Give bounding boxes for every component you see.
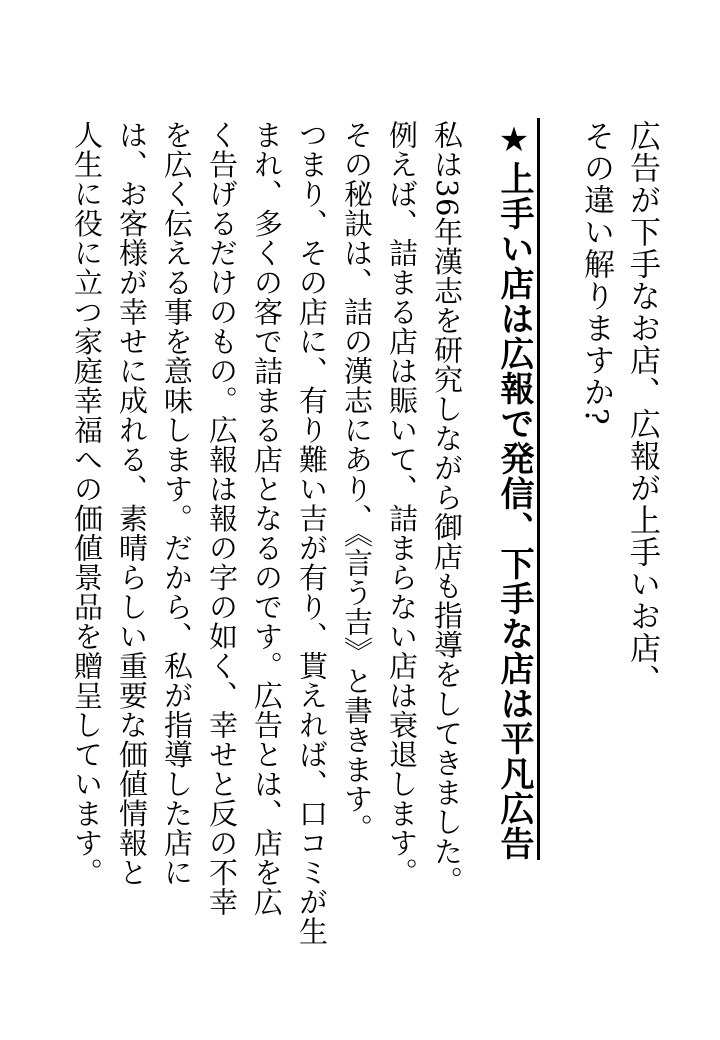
body-line: 例えば、詰まる店は賑いて、詰まらない店は衰退します。 [385, 120, 419, 887]
body-line: まれ、多くの客で詰まる店となるのです。広告とは、店を広 [250, 120, 284, 917]
body-line: く告げるだけのもの。広報は報の字の如く、幸せと反の不幸 [205, 120, 239, 917]
intro-line: 広告が下手なお店、広報が上手いお店、 [624, 120, 660, 696]
intro-line: その違い解りますか? [578, 120, 614, 426]
body-line: その秘訣は、詰の漢志にあり、《言う吉》と書きます。 [340, 120, 374, 843]
body-line: は、お客様が幸せに成れる、素晴らしい重要な価値情報と [115, 120, 149, 887]
body-line: を広く伝える事を意味します。だから、私が指導した店に [160, 120, 194, 887]
headline-rule [537, 118, 540, 860]
body-line: 私は36年漢志を研究しながら御店も指導をしてきました。 [430, 120, 464, 896]
headline: ★上手い店は広報で発信、下手な店は平凡広告 [494, 120, 534, 861]
body-line: つまり、その店に、有り難い吉が有り、貰えれば、口コミが生 [295, 120, 329, 946]
body-line: 人生に役に立つ家庭幸福への価値景品を贈呈しています。 [70, 120, 104, 887]
